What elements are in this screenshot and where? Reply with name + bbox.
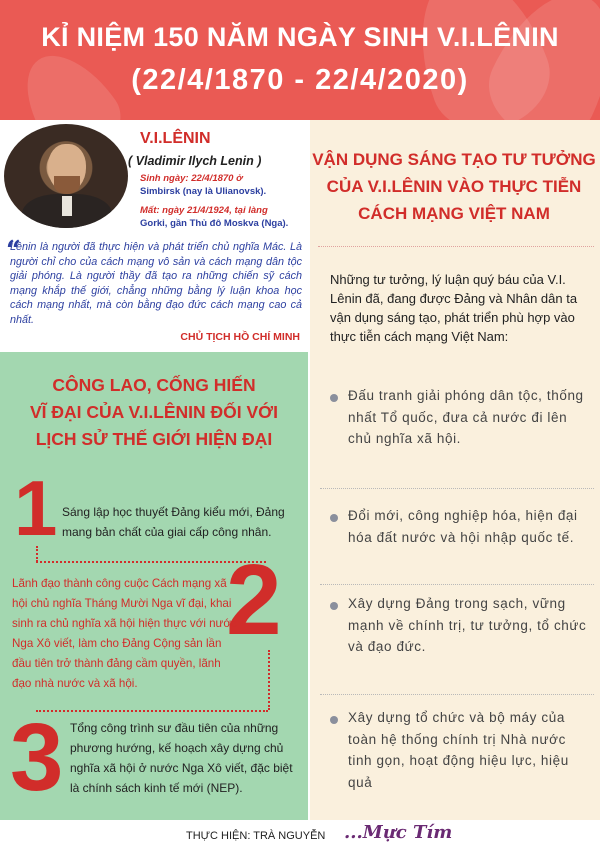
bio-name: V.I.LÊNIN <box>140 130 211 147</box>
footer-credit: THỰC HIỆN: TRÀ NGUYỄN <box>186 830 326 842</box>
dotted-connector <box>36 710 268 712</box>
heading-line: CÁCH MẠNG VIỆT NAM <box>358 204 550 223</box>
application-intro: Những tư tưởng, lý luận quý báu của V.I. Lênin đã, đang được Đảng và Nhân dân ta vận dụng sáng tạo, phát triển phù hợp vào thực tiễn cách mạng Việt Nam: <box>330 272 578 344</box>
contributions-panel <box>0 352 308 820</box>
bullet-icon <box>330 514 338 522</box>
item-number-1: 1 <box>14 464 58 552</box>
divider <box>318 246 594 247</box>
application-bullet-3: Xây dựng Đảng trong sạch, vững mạnh về chính trị, tư tưởng, tổ chức và đạo đức. <box>348 596 587 654</box>
heading-line: VĨ ĐẠI CỦA V.I.LÊNIN ĐỐI VỚI <box>30 402 278 422</box>
contribution-item-2: Lãnh đạo thành công cuộc Cách mạng xã hội chủ nghĩa Tháng Mười Nga vĩ đại, khai sinh ra chủ nghĩa xã hội hiện thực với nước Nga Xô viết, làm cho Đảng Cộng sản lần đầu tiên trở thành đảng cầm quyền, lãnh đạo nhà nước và xã hội. <box>12 577 237 690</box>
bullet-icon <box>330 716 338 724</box>
contributions-heading <box>0 372 308 453</box>
lenin-portrait <box>4 124 128 228</box>
contribution-item-3: Tổng công trình sư đầu tiên của những phương hướng, kế hoạch xây dựng chủ nghĩa xã hội ở nước Nga Xô viết, đặc biệt là chính sách kinh tế mới (NEP). <box>70 721 293 795</box>
death-place: Gorki, gần Thủ đô Moskva (Nga). <box>140 218 289 229</box>
dotted-connector <box>268 650 270 710</box>
application-bullet-1: Đấu tranh giải phóng dân tộc, thống nhất Tổ quốc, đưa cả nước đi lên chủ nghĩa xã hội. <box>348 388 584 446</box>
quote-mark-icon: “ <box>6 236 21 266</box>
birth-place: Simbirsk (nay là Ulianovsk). <box>140 186 267 197</box>
heading-line: VẬN DỤNG SÁNG TẠO TƯ TƯỞNG <box>312 150 596 169</box>
header-banner <box>0 0 600 120</box>
divider <box>320 488 594 489</box>
quote-text: Lênin là người đã thực hiện và phát triển chủ nghĩa Mác. Là người chỉ cho của cách mạng vô sản và cách mạng dân tộc giải phóng. Là người thầy đã tạo ra những chiến sỹ cách mạng khắp thế giới, chẳng những bằng lý luận khoa học cách mạng nhất, mà còn bằng đạo đức cách mạng cao cả nhất. <box>10 241 302 326</box>
application-heading <box>312 146 596 227</box>
bio-alias: ( Vladimir Ilych Lenin ) <box>128 154 262 168</box>
heading-line: CÔNG LAO, CỐNG HIẾN <box>52 375 256 395</box>
heading-line: CỦA V.I.LÊNIN VÀO THỰC TIỄN <box>326 177 582 196</box>
application-bullet-4: Xây dựng tổ chức và bộ máy của toàn hệ thống chính trị Nhà nước tinh gọn, hoạt động hiệu lực, hiệu quả <box>348 710 569 790</box>
heading-line: LỊCH SỬ THẾ GIỚI HIỆN ĐẠI <box>35 429 273 449</box>
bio-birth <box>140 172 305 198</box>
application-bullet-2: Đổi mới, công nghiệp hóa, hiện đại hóa đất nước và hội nhập quốc tế. <box>348 508 578 545</box>
item-number-2: 2 <box>226 544 282 656</box>
item-number-3: 3 <box>10 704 64 811</box>
bio-death <box>140 204 305 230</box>
page-title: KỈ NIỆM 150 NĂM NGÀY SINH V.I.LÊNIN <box>41 22 559 52</box>
bio-section <box>0 120 308 350</box>
page-subtitle-dates: (22/4/1870 - 22/4/2020) <box>131 64 469 96</box>
death-label: Mất: ngày 21/4/1924, tại làng <box>140 205 268 216</box>
bullet-icon <box>330 394 338 402</box>
divider <box>320 694 594 695</box>
bullet-icon <box>330 602 338 610</box>
footer <box>0 820 600 849</box>
contribution-item-1: Sáng lập học thuyết Đảng kiểu mới, Đảng mang bản chất của giai cấp công nhân. <box>62 505 285 539</box>
muc-tim-logo: ...Mực Tím <box>344 822 453 843</box>
quote-author: CHỦ TỊCH HỒ CHÍ MINH <box>180 331 300 343</box>
divider <box>320 584 594 585</box>
dotted-connector <box>36 546 38 562</box>
birth-label: Sinh ngày: 22/4/1870 ở <box>140 173 243 184</box>
